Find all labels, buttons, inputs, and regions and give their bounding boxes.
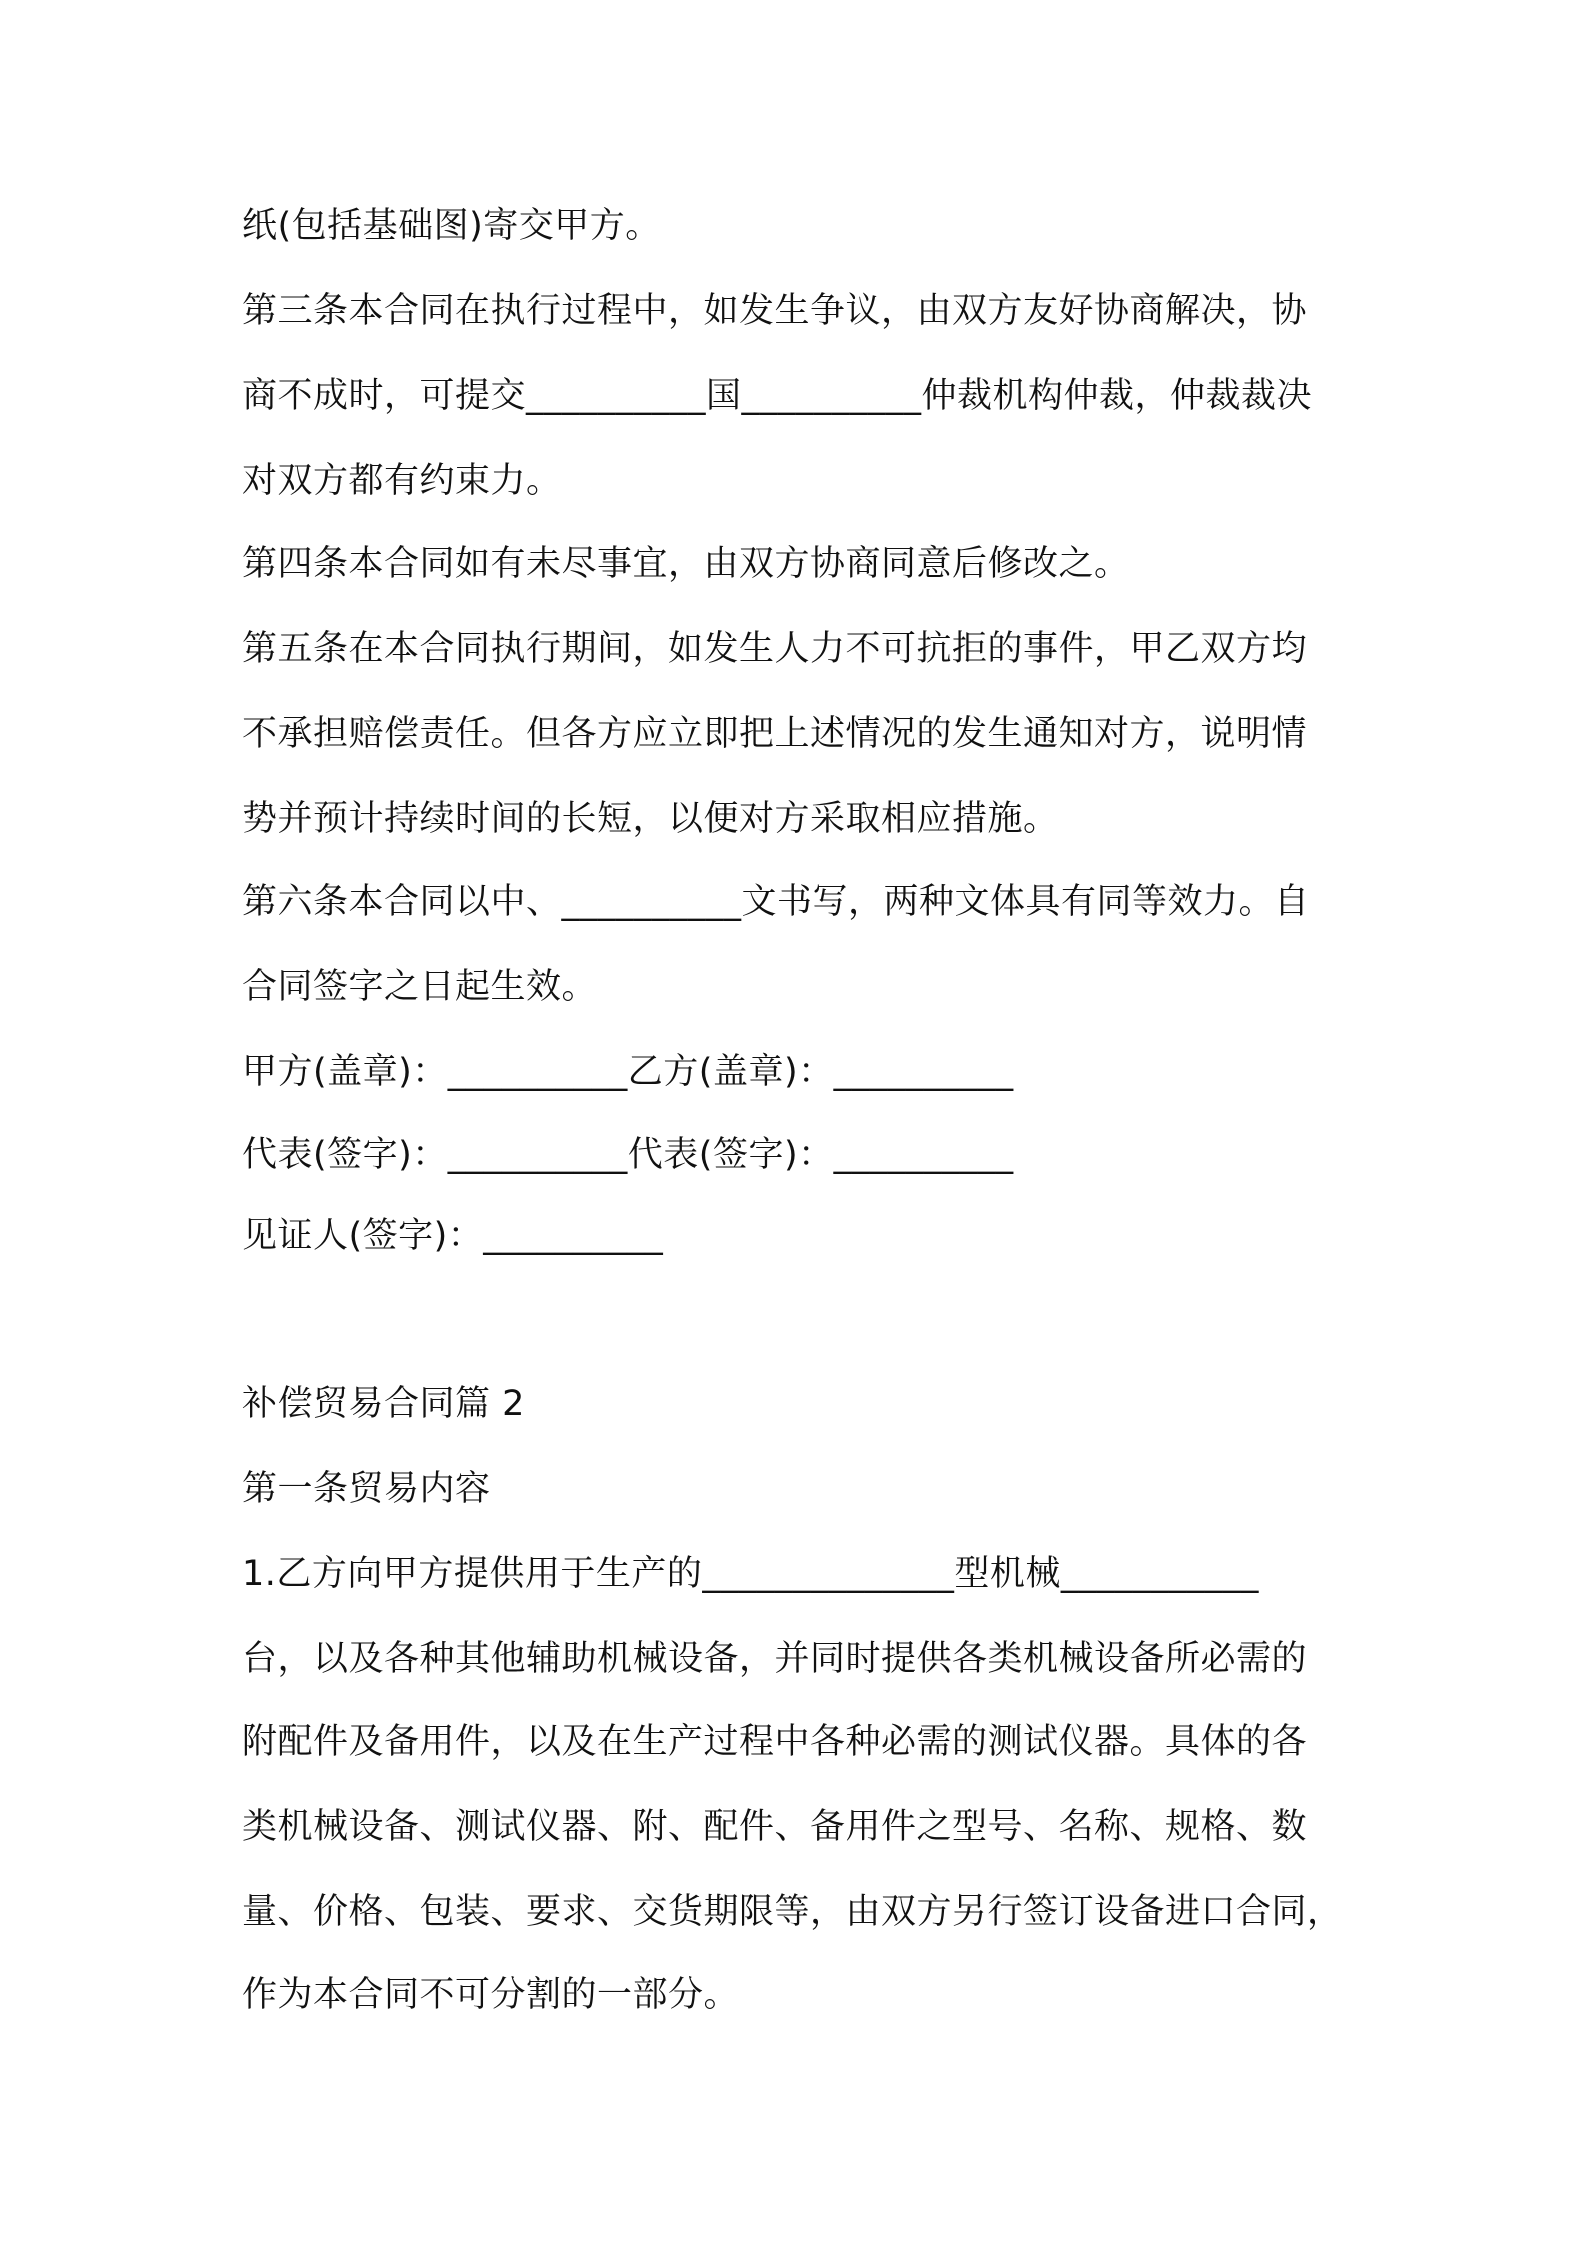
text-line: 作为本合同不可分割的一部分。 — [242, 1975, 740, 2015]
text-line: 商不成时，可提交__________国__________仲裁机构仲裁，仲裁裁决 — [242, 376, 1313, 416]
text-line: 台，以及各种其他辅助机械设备，并同时提供各类机械设备所必需的 — [242, 1639, 1308, 1679]
text-line: 第三条本合同在执行过程中，如发生争议，由双方友好协商解决，协 — [242, 291, 1308, 331]
section-title: 补偿贸易合同篇 2 — [242, 1384, 525, 1424]
text-line: 1.乙方向甲方提供用于生产的______________型机械___________ — [242, 1554, 1259, 1594]
text-line: 量、价格、包装、要求、交货期限等，由双方另行签订设备进口合同， — [242, 1892, 1343, 1932]
text-line: 类机械设备、测试仪器、附、配件、备用件之型号、名称、规格、数 — [242, 1807, 1308, 1847]
text-line: 第五条在本合同执行期间，如发生人力不可抗拒的事件，甲乙双方均 — [242, 629, 1308, 669]
signature-line-witness: 见证人(签字)：__________ — [242, 1216, 664, 1256]
text-line: 附配件及备用件，以及在生产过程中各种必需的测试仪器。具体的各 — [242, 1722, 1308, 1762]
text-line: 第四条本合同如有未尽事宜，由双方协商同意后修改之。 — [242, 544, 1130, 584]
text-line: 对双方都有约束力。 — [242, 461, 562, 501]
text-line: 第六条本合同以中、__________文书写，两种文体具有同等效力。自 — [242, 882, 1310, 922]
text-line: 不承担赔偿责任。但各方应立即把上述情况的发生通知对方，说明情 — [242, 714, 1308, 754]
text-line: 纸(包括基础图)寄交甲方。 — [242, 206, 661, 246]
text-line: 势并预计持续时间的长短，以便对方采取相应措施。 — [242, 799, 1059, 839]
signature-line-party: 甲方(盖章)：__________乙方(盖章)：__________ — [242, 1052, 1014, 1092]
signature-line-representative: 代表(签字)：__________代表(签字)：__________ — [242, 1135, 1014, 1175]
text-line: 合同签字之日起生效。 — [242, 967, 598, 1007]
article-heading: 第一条贸易内容 — [242, 1469, 491, 1509]
